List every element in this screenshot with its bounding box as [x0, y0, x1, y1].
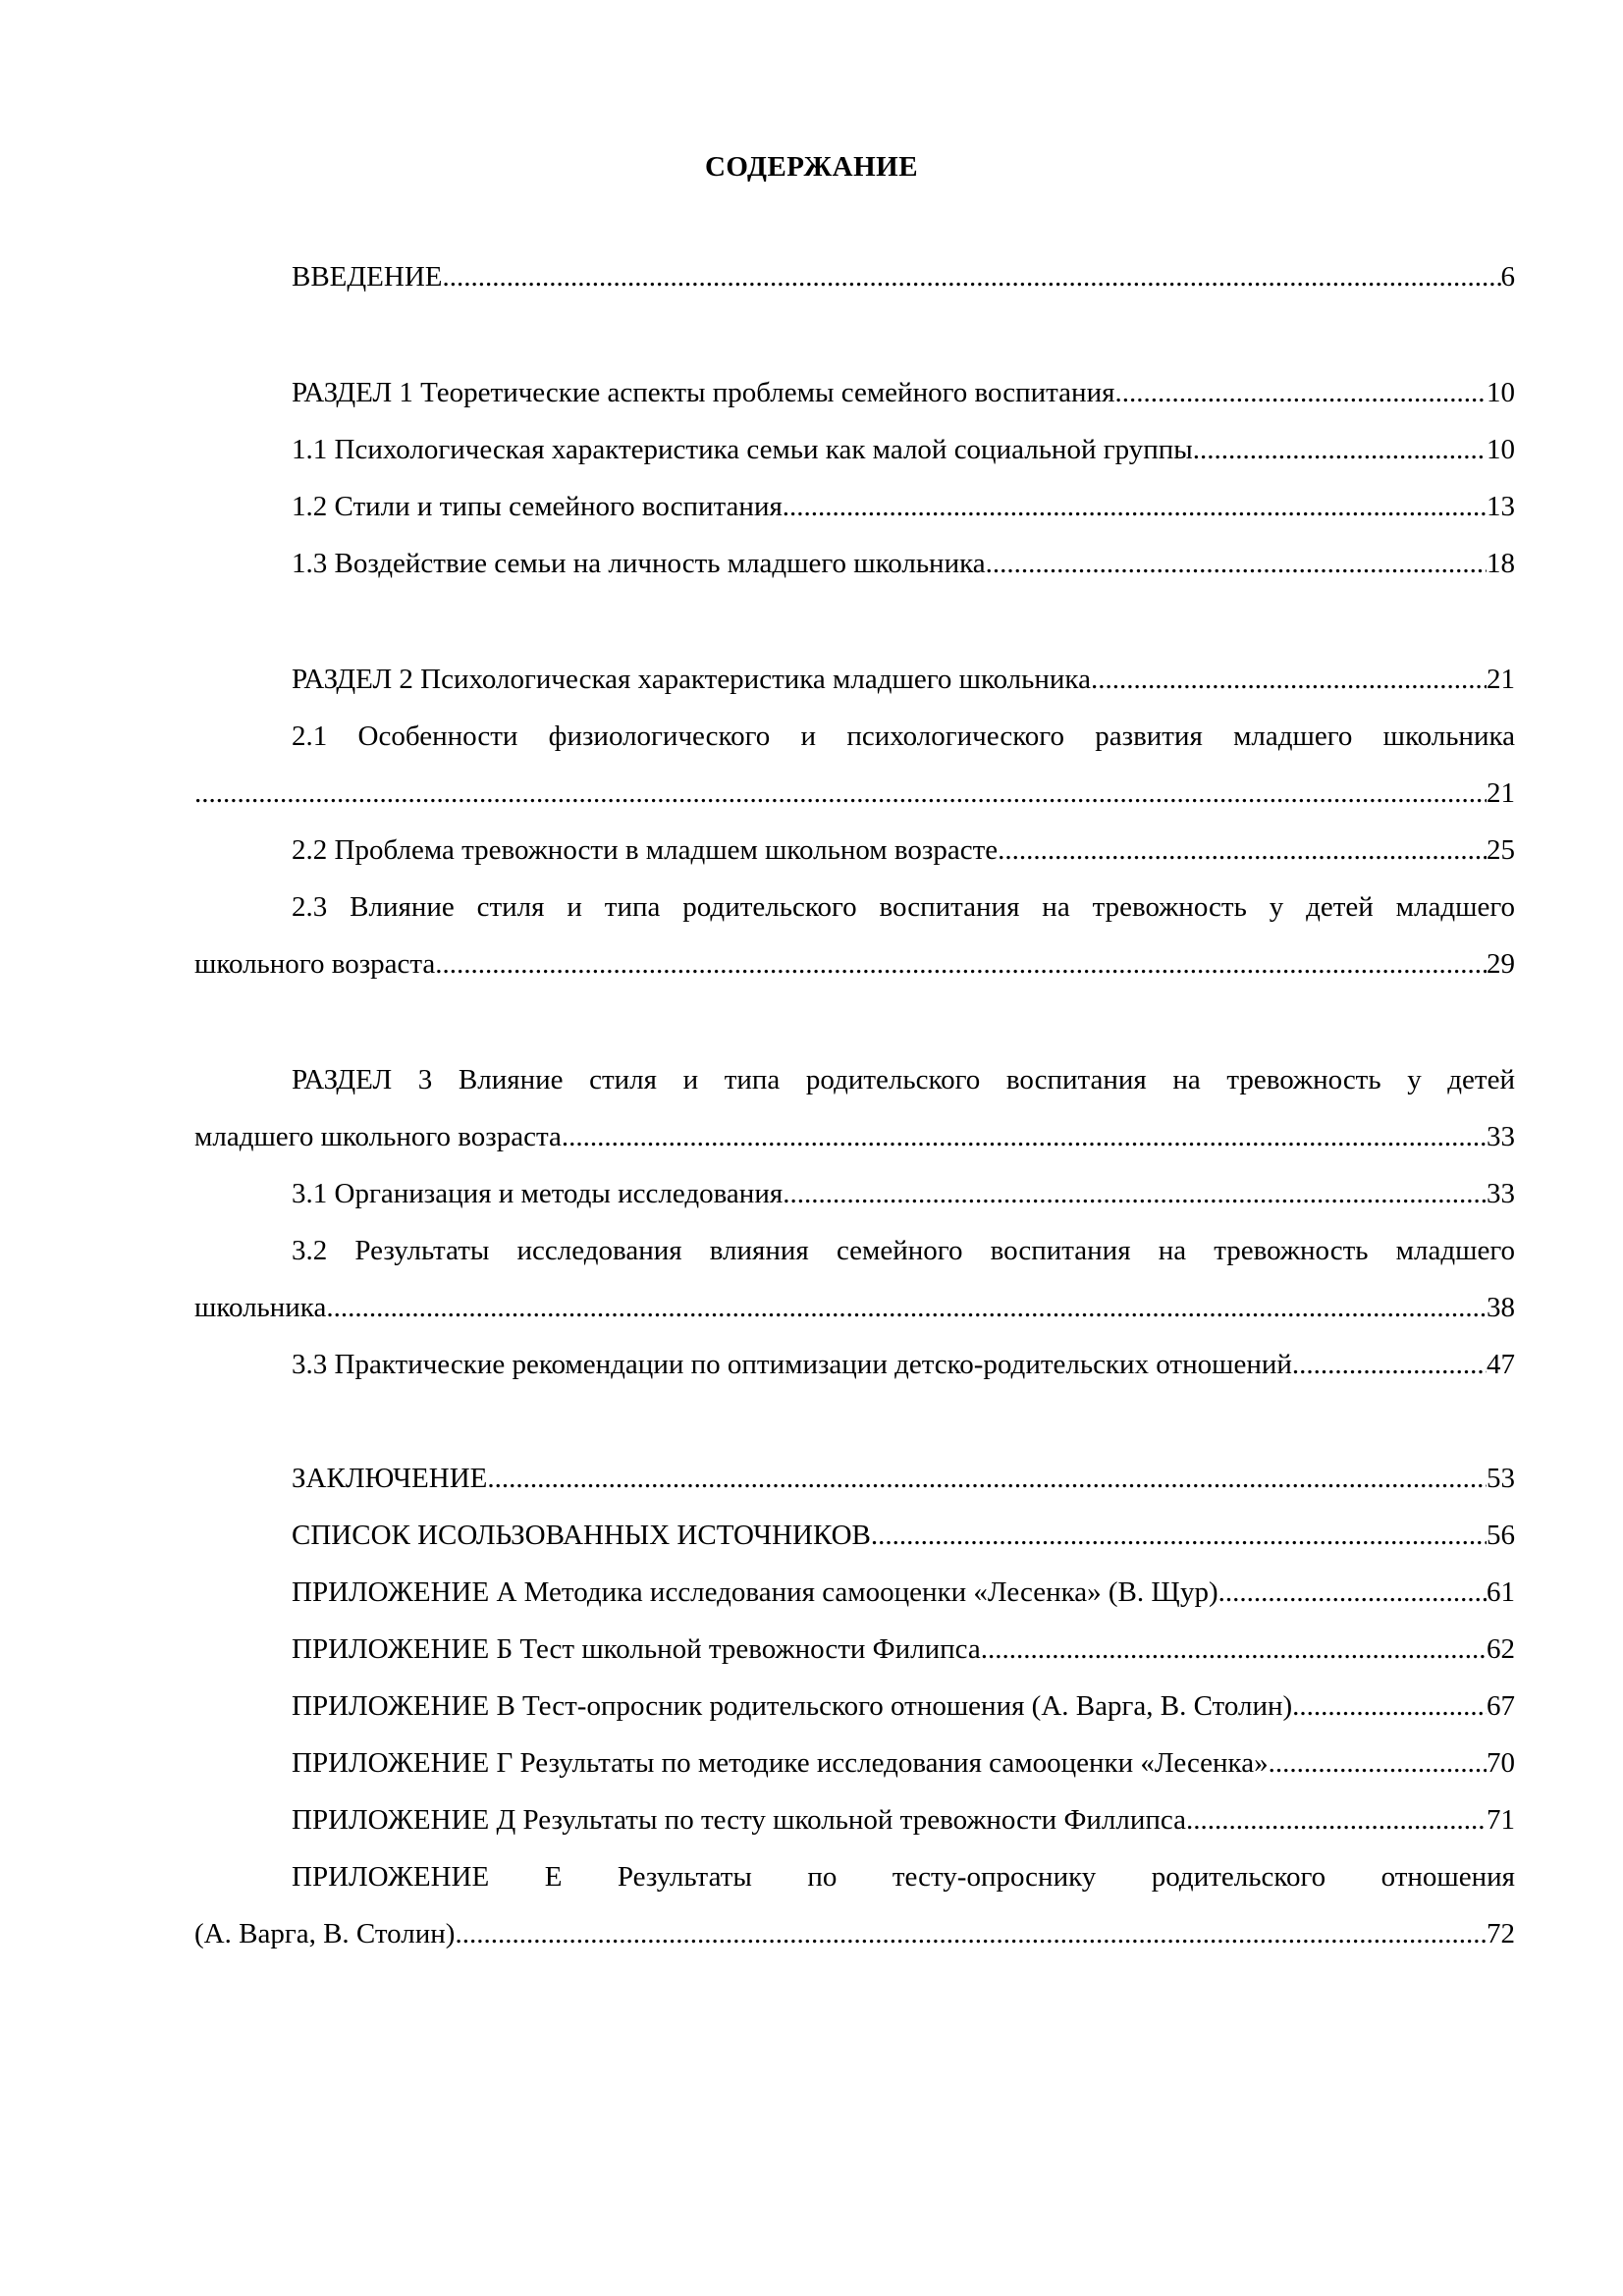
toc-entry-page: 10	[1487, 377, 1515, 408]
toc-entry-text: РАЗДЕЛ 1 Теоретические аспекты проблемы семейного воспитания	[292, 377, 1115, 408]
toc-entry-section-2[interactable]	[292, 660, 1515, 699]
toc-entry-appendix-d[interactable]	[292, 1800, 1515, 1840]
toc-entry-text: 2.2 Проблема тревожности в младшем школьном возрасте	[292, 834, 999, 866]
toc-entry-1-2[interactable]	[292, 487, 1515, 526]
dot-leader	[783, 1174, 1487, 1213]
toc-entry-text: ВВЕДЕНИЕ	[292, 261, 443, 293]
toc-entry-page: 21	[1487, 664, 1515, 695]
toc-entry-page: 56	[1487, 1520, 1515, 1551]
toc-entry-page: 10	[1487, 434, 1515, 465]
toc-entry-page: 47	[1487, 1349, 1515, 1380]
toc-entry-page: 13	[1487, 491, 1515, 522]
toc-entry-page: 29	[1487, 948, 1515, 980]
toc-entry-2-2[interactable]	[292, 830, 1515, 870]
toc-entry-page: 61	[1487, 1576, 1515, 1608]
toc-entry-text: ПРИЛОЖЕНИЕ Б Тест школьной тревожности Филипса	[292, 1633, 981, 1665]
dot-leader	[443, 257, 1501, 296]
toc-entry-appendix-a[interactable]	[292, 1573, 1515, 1612]
toc-entry-page: 18	[1487, 548, 1515, 579]
toc-entry-2-3-line2[interactable]	[194, 944, 1515, 984]
toc-entry-page: 25	[1487, 834, 1515, 866]
toc-entry-page: 70	[1487, 1747, 1515, 1779]
dot-leader	[1292, 1686, 1487, 1726]
toc-entry-page: 71	[1487, 1804, 1515, 1836]
toc-entry-3-2-line2[interactable]	[194, 1288, 1515, 1327]
toc-entry-appendix-v[interactable]	[292, 1686, 1515, 1726]
toc-entry-text: 3.3 Практические рекомендации по оптимизации детско-родительских отношений	[292, 1349, 1292, 1380]
dot-leader	[981, 1629, 1487, 1669]
toc-entry-appendix-b[interactable]	[292, 1629, 1515, 1669]
toc-entry-text: школьника	[194, 1292, 327, 1323]
toc-entry-3-1[interactable]	[292, 1174, 1515, 1213]
toc-entry-2-3-line1[interactable]: 2.3 Влияние стиля и типа родительского воспитания на тревожность у детей младшего	[292, 891, 1515, 923]
dot-leader	[435, 944, 1487, 984]
toc-entry-1-1[interactable]	[292, 430, 1515, 469]
toc-entry-page: 53	[1487, 1463, 1515, 1494]
toc-entry-text: 1.3 Воздействие семьи на личность младшего школьника	[292, 548, 986, 579]
toc-entry-references[interactable]	[292, 1516, 1515, 1555]
toc-entry-text: СПИСОК ИСОЛЬЗОВАННЫХ ИСТОЧНИКОВ	[292, 1520, 871, 1551]
dot-leader	[326, 1288, 1487, 1327]
toc-entry-text: ПРИЛОЖЕНИЕ А Методика исследования самооценки «Лесенка» (В. Щур)	[292, 1576, 1218, 1608]
toc-entry-page: 38	[1487, 1292, 1515, 1323]
toc-entry-appendix-e-line1[interactable]: ПРИЛОЖЕНИЕ Е Результаты по тесту-опроснику родительского отношения	[292, 1861, 1515, 1893]
toc-entry-section-3-line1[interactable]: РАЗДЕЛ 3 Влияние стиля и типа родительского воспитания на тревожность у детей	[292, 1064, 1515, 1095]
toc-entry-section-3-line2[interactable]	[194, 1117, 1515, 1156]
dot-leader	[1114, 373, 1487, 412]
toc-entry-text: ЗАКЛЮЧЕНИЕ	[292, 1463, 488, 1494]
toc-entry-page: 33	[1487, 1178, 1515, 1209]
toc-entry-1-3[interactable]	[292, 544, 1515, 583]
dot-leader	[1218, 1573, 1487, 1612]
toc-entry-page: 6	[1500, 261, 1515, 293]
toc-entry-introduction[interactable]	[292, 257, 1515, 296]
toc-entry-page: 21	[1487, 777, 1515, 809]
dot-leader	[1186, 1800, 1487, 1840]
dot-leader	[1292, 1345, 1487, 1384]
toc-entry-text: 3.1 Организация и методы исследования	[292, 1178, 784, 1209]
toc-entry-text: ПРИЛОЖЕНИЕ В Тест-опросник родительского отношения (А. Варга, В. Столин)	[292, 1690, 1293, 1722]
toc-entry-text: 1.2 Стили и типы семейного воспитания	[292, 491, 783, 522]
dot-leader	[562, 1117, 1487, 1156]
toc-entry-appendix-e-line2[interactable]	[194, 1914, 1515, 1953]
dot-leader	[1269, 1743, 1487, 1783]
toc-entry-2-1-line2[interactable]	[194, 774, 1515, 813]
dot-leader	[783, 487, 1487, 526]
toc-entry-page: 33	[1487, 1121, 1515, 1152]
toc-entry-text: (А. Варга, В. Столин)	[194, 1918, 456, 1949]
dot-leader	[998, 830, 1487, 870]
toc-entry-appendix-g[interactable]	[292, 1743, 1515, 1783]
dot-leader	[1193, 430, 1487, 469]
dot-leader	[871, 1516, 1487, 1555]
toc-entry-text: школьного возраста	[194, 948, 436, 980]
toc-entry-page: 72	[1487, 1918, 1515, 1949]
toc-title: СОДЕРЖАНИЕ	[704, 151, 919, 183]
toc-entry-3-2-line1[interactable]: 3.2 Результаты исследования влияния семейного воспитания на тревожность младшего	[292, 1235, 1515, 1266]
dot-leader	[487, 1459, 1487, 1498]
toc-entry-page: 67	[1487, 1690, 1515, 1722]
toc-entry-text: ПРИЛОЖЕНИЕ Д Результаты по тесту школьной тревожности Филлипса	[292, 1804, 1186, 1836]
toc-entry-section-1[interactable]	[292, 373, 1515, 412]
toc-entry-3-3[interactable]	[292, 1345, 1515, 1384]
toc-entry-page: 62	[1487, 1633, 1515, 1665]
toc-entry-text: ПРИЛОЖЕНИЕ Г Результаты по методике исследования самооценки «Лесенка»	[292, 1747, 1269, 1779]
toc-entry-conclusion[interactable]	[292, 1459, 1515, 1498]
toc-entry-text: младшего школьного возраста	[194, 1121, 562, 1152]
toc-entry-text: 1.1 Психологическая характеристика семьи как малой социальной группы	[292, 434, 1193, 465]
dot-leader	[455, 1914, 1487, 1953]
dot-leader	[986, 544, 1487, 583]
toc-entry-text: РАЗДЕЛ 2 Психологическая характеристика младшего школьника	[292, 664, 1091, 695]
toc-entry-2-1-line1[interactable]: 2.1 Особенности физиологического и психологического развития младшего школьника	[292, 721, 1515, 752]
dot-leader	[1091, 660, 1487, 699]
dot-leader	[194, 774, 1487, 813]
